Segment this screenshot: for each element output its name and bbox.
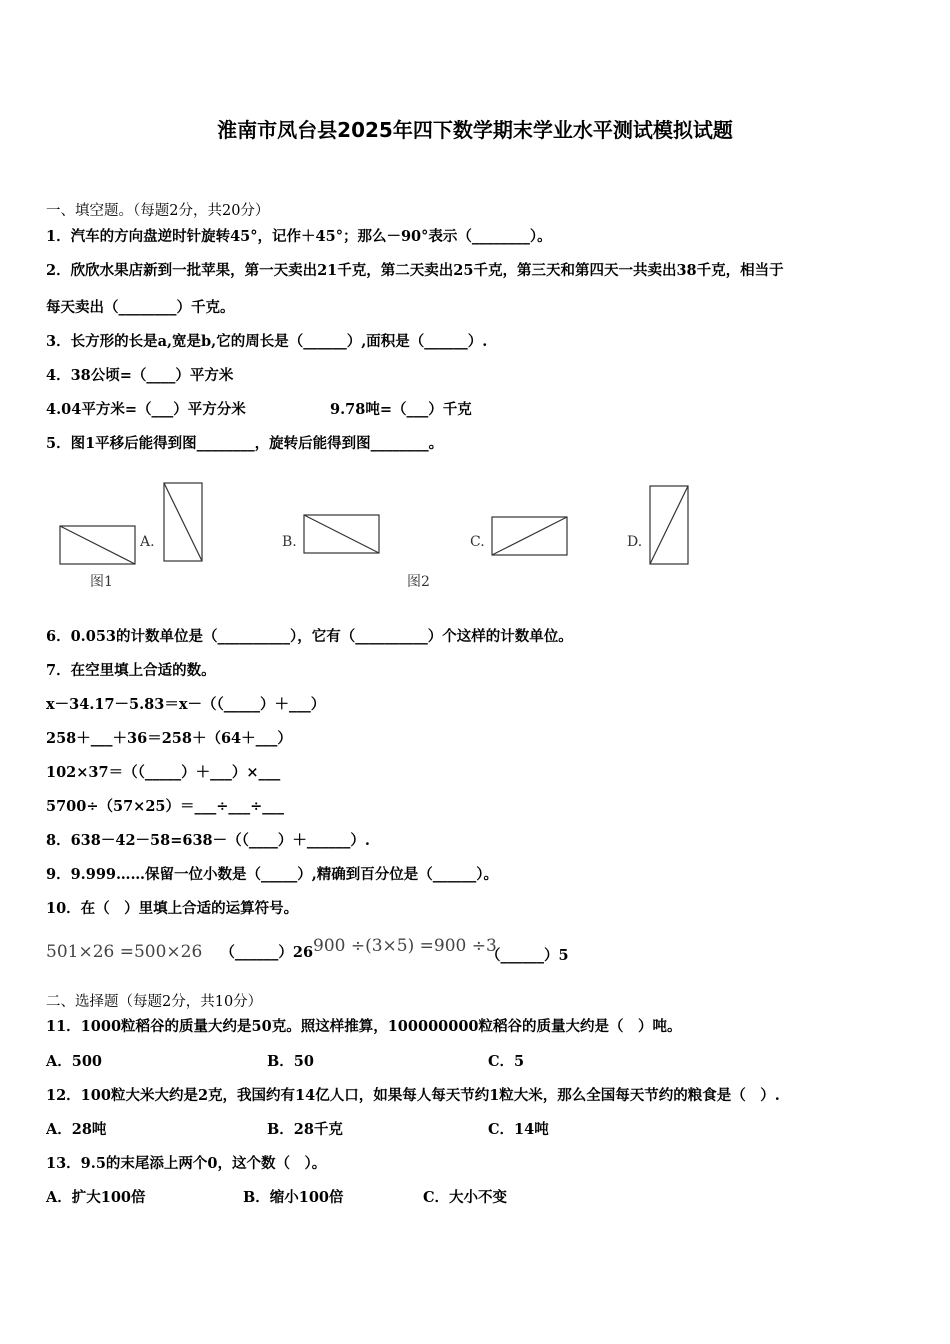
q13-option-b: B．缩小100倍: [243, 1189, 344, 1206]
answer-blank-b: （______）5: [486, 947, 569, 964]
figure-label-b: B.: [282, 534, 297, 550]
question-7-equation-1: x－34.17－5.83＝x－（（_____）＋___）: [46, 696, 326, 713]
question-10: 10．在（ ）里填上合适的运算符号。: [46, 900, 299, 917]
question-7-equation-4: 5700÷（57×25）＝___÷___÷___: [46, 798, 285, 815]
answer-blank-a: （______）26: [220, 944, 314, 961]
figure-2-caption: 图2: [407, 574, 430, 590]
q13-option-a: A．扩大100倍: [46, 1189, 146, 1206]
figure-label-a: A.: [140, 534, 155, 550]
question-12: 12．100粒大米大约是2克，我国约有14亿人口，如果每人每天节约1粒大米，那么全国每天节约的粮食是（ ）.: [46, 1087, 780, 1104]
question-10-expression-a: [46, 942, 313, 963]
page-title: 淮南市凤台县2025年四下数学期末学业水平测试模拟试题: [217, 118, 733, 142]
q12-option-c: C．14吨: [488, 1121, 549, 1138]
question-7-equation-3: 102×37＝（（_____）＋___）×___: [46, 764, 281, 781]
figure-1-caption: 图1: [90, 574, 113, 590]
figure-label-c: C.: [470, 534, 485, 550]
question-8: 8．638－42－58=638－（（____）＋______）.: [46, 832, 370, 849]
math-expression-b: 900 ÷(3×5) =900 ÷3: [313, 936, 497, 956]
question-4-part-c: 9.78吨=（___）千克: [330, 401, 472, 418]
math-expression-a: 501×26 =500×26: [46, 942, 203, 962]
question-9: 9．9.999……保留一位小数是（_____）,精确到百分位是（______）。: [46, 866, 499, 883]
question-4-part-b: 4.04平方米=（___）平方分米: [46, 401, 246, 418]
question-4: 4．38公顷=（____）平方米: [46, 367, 234, 384]
q11-option-c: C．5: [488, 1053, 525, 1070]
question-3: 3．长方形的长是a,宽是b,它的周长是（______）,面积是（______）.: [46, 333, 488, 350]
rectangle-figures: [40, 474, 760, 604]
q11-option-b: B．50: [267, 1053, 314, 1070]
section-heading-multiple-choice: 二、选择题（每题2分，共10分）: [46, 994, 263, 1010]
question-7: 7．在空里填上合适的数。: [46, 662, 216, 679]
question-2-line-2: 每天卖出（________）千克。: [46, 299, 235, 316]
question-10-expression-b: [313, 936, 497, 957]
question-1: 1．汽车的方向盘逆时针旋转45°，记作＋45°；那么－90°表示（________）。: [46, 228, 552, 245]
question-7-equation-2: 258＋___＋36＝258＋（64＋___）: [46, 730, 292, 747]
section-heading-fill-blank: 一、填空题。（每题2分，共20分）: [46, 203, 270, 219]
question-2-line-1: 2．欣欣水果店新到一批苹果，第一天卖出21千克，第二天卖出25千克，第三天和第四天一共卖出38千克，相当于: [46, 262, 784, 279]
question-5: 5．图1平移后能得到图________，旋转后能得到图________。: [46, 435, 444, 452]
question-11: 11．1000粒稻谷的质量大约是50克。照这样推算，100000000粒稻谷的质量大约是（ ）吨。: [46, 1018, 682, 1035]
q13-option-c: C．大小不变: [423, 1189, 508, 1206]
question-13: 13．9.5的末尾添上两个0，这个数（ ）。: [46, 1155, 327, 1172]
figure-label-d: D.: [627, 534, 643, 550]
q11-option-a: A．500: [46, 1053, 103, 1070]
question-6: 6．0.053的计数单位是（__________），它有（__________）个这样的计数单位。: [46, 628, 573, 645]
q12-option-a: A．28吨: [46, 1121, 107, 1138]
q12-option-b: B．28千克: [267, 1121, 343, 1138]
